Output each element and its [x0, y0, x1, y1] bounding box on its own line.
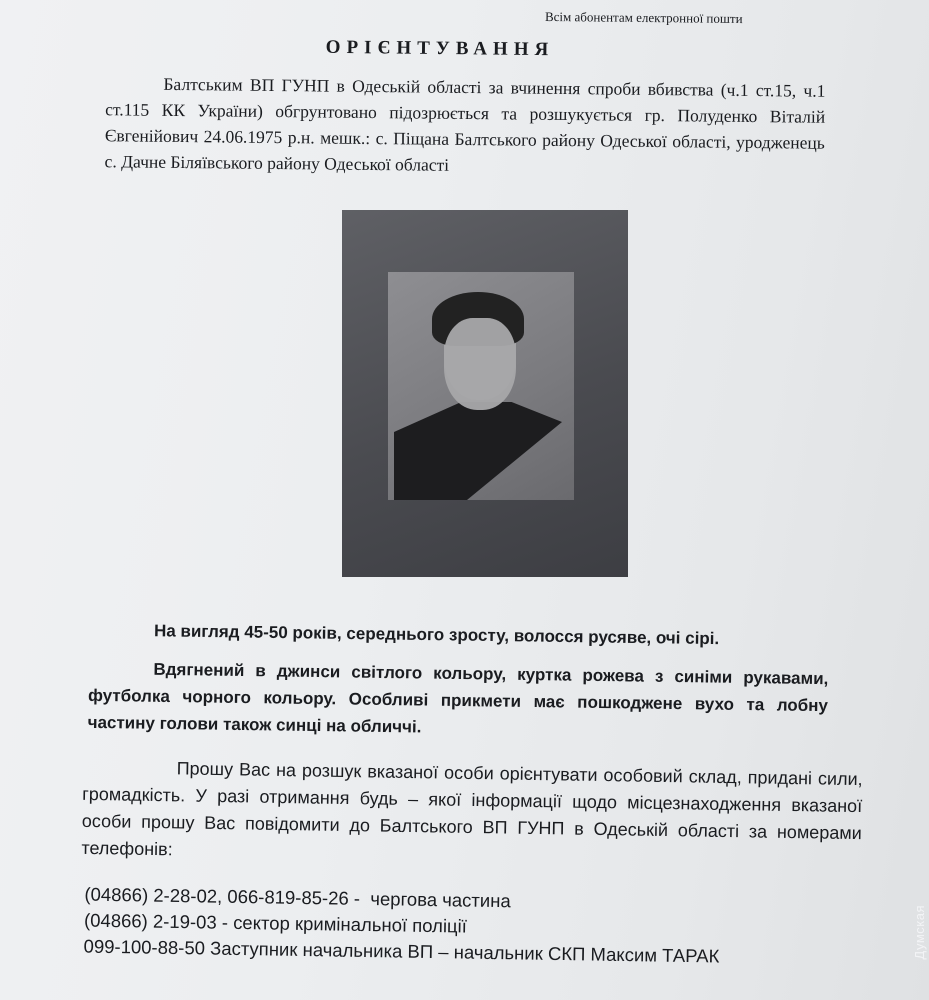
clothing-text: Вдягнений в джинси світлого кольору, куртка рожева з синіми рукавами, футболка чорного кольору. Особливі прикмети має пошкоджене вухо та лобну частину голови також синці на обличчі. — [87, 659, 829, 737]
watermark-logo: Думская — [912, 905, 927, 960]
contact-number: 099-100-88-50 — [83, 935, 206, 959]
request-paragraph — [81, 754, 863, 874]
photo-face-overlay — [444, 318, 516, 410]
suspect-photo — [388, 272, 574, 500]
recipient-line: Всім абонентам електронної пошти — [544, 8, 743, 27]
photo-shirt-shape — [394, 402, 562, 500]
intro-paragraph — [104, 70, 825, 182]
contact-number: (04866) 2-19-03 - — [83, 909, 229, 933]
contact-list — [83, 882, 904, 973]
document-title: ОРІЄНТУВАННЯ — [325, 36, 555, 61]
intro-text: Балтським ВП ГУНП в Одеській області за вчинення спроби вбивства (ч.1 ст.15, ч.1 ст.115 КК України) обгрунтовано підозрюється та розшукується гр. Полуденко Віталій Євгенійович 24.06.1975 р.н. мешк.: с. Піщана Балтського району Одеської області, уродженець с. Дачне Біляївського району Одеської області — [104, 73, 826, 175]
contact-label: Заступник начальника ВП – начальник СКП Максим ТАРАК — [209, 937, 720, 967]
contact-number: (04866) 2-28-02, 066-819-85-26 - — [84, 883, 361, 909]
request-text: Прошу Вас на розшук вказаної особи орієнтувати особовий склад, придані сили, громадкість. У разі отримання будь – якої інформації щодо місцезнаходження вказаної особи прошу Вас повідомити до Балтського ВП ГУНП в Одеській області за номерами телефонів: — [81, 758, 863, 860]
contact-label: сектор кримінальної поліції — [233, 911, 468, 937]
suspect-photo-scan — [342, 210, 628, 577]
contact-label: чергова частина — [370, 888, 511, 912]
clothing-paragraph — [87, 655, 828, 746]
appearance-paragraph: На вигляд 45-50 років, середнього зросту, волосся русяве, очі сірі. — [153, 621, 720, 649]
